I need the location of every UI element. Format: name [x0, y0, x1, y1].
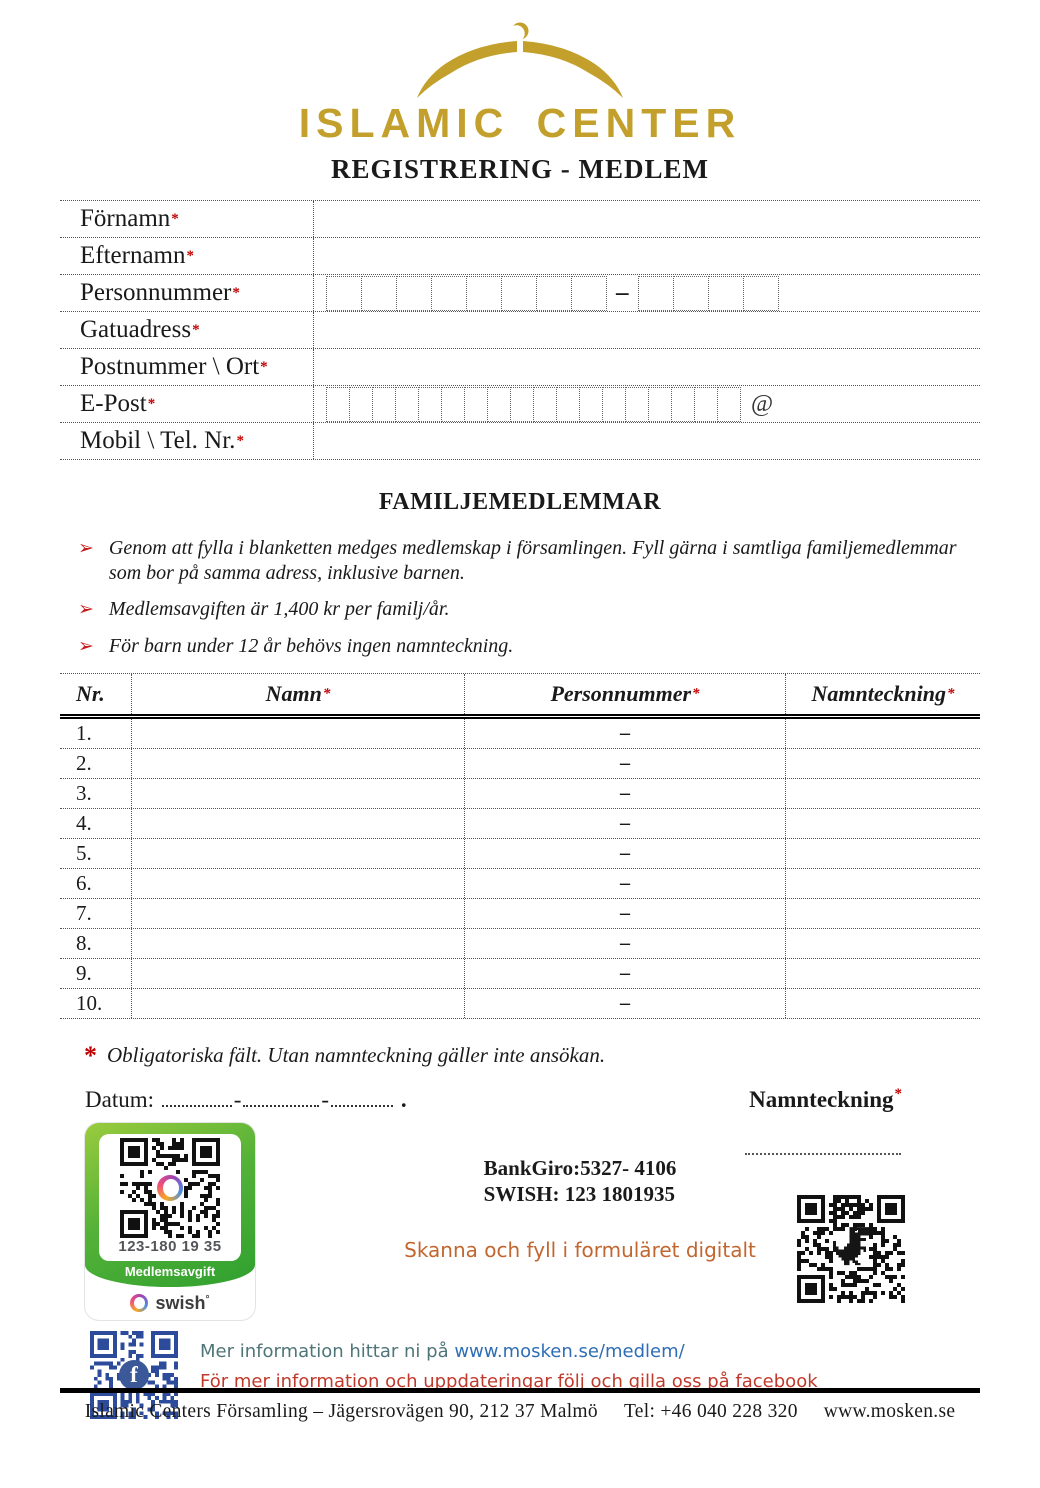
date-period: . — [400, 1086, 407, 1112]
facebook-f-icon: f — [119, 1360, 149, 1390]
form-row-e-post — [60, 386, 980, 423]
personnummer-dash: – — [620, 871, 630, 894]
footer — [60, 1401, 980, 1423]
qr-pattern — [120, 1138, 220, 1238]
digit-box — [396, 276, 432, 311]
digit-box — [708, 276, 744, 311]
footer-divider — [60, 1388, 980, 1393]
char-box — [510, 387, 534, 422]
member-personnummer-cell — [464, 779, 785, 808]
form-row-postnummer-ort — [60, 349, 980, 386]
member-personnummer-cell — [464, 809, 785, 838]
swish-swirl-icon — [157, 1175, 183, 1201]
member-signature-cell — [785, 989, 980, 1018]
signoff-row — [60, 1087, 980, 1113]
member-personnummer-cell — [464, 929, 785, 958]
signature-label — [749, 1087, 902, 1113]
personnummer-dash: – — [616, 279, 629, 307]
member-personnummer-cell — [464, 839, 785, 868]
member-row-number: 1. — [76, 720, 92, 745]
member-name-cell — [131, 749, 464, 778]
digit-box — [431, 276, 467, 311]
bullet-text: Genom att fylla i blanketten medges medlemskap i församlingen. Fyll gärna i samtliga familjemedlemmar som bor på samma adress, inklusive barnen. — [108, 537, 957, 585]
digit-box — [743, 276, 779, 311]
required-star: * — [84, 1040, 97, 1070]
footer-phone: Tel: +46 040 228 320 — [623, 1401, 798, 1422]
swish-wordmark-text: swish — [155, 1292, 206, 1313]
form-input-area-efternamn — [314, 238, 980, 274]
char-box — [326, 387, 350, 422]
member-name-cell — [131, 959, 464, 988]
member-row — [60, 899, 980, 929]
char-box — [533, 387, 557, 422]
char-box — [487, 387, 511, 422]
member-signature-cell — [785, 779, 980, 808]
signature-label-text: Namnteckning — [749, 1086, 894, 1112]
member-row — [60, 809, 980, 839]
personnummer-dash: – — [620, 781, 630, 804]
personnummer-dash: – — [620, 931, 630, 954]
member-row-number: 4. — [76, 810, 92, 835]
digit-box — [501, 276, 537, 311]
member-personnummer-cell — [464, 749, 785, 778]
required-note-text: Obligatoriska fält. Utan namnteckning gäller inte ansökan. — [107, 1042, 606, 1067]
date-sep: - — [321, 1086, 330, 1112]
date-blank-day — [331, 1093, 393, 1107]
column-header-text: Namnteckning — [811, 680, 946, 706]
brand-name: ISLAMIC CENTER — [298, 100, 742, 146]
personnummer-dash: – — [620, 961, 630, 984]
form-label-e-post: E-Post * — [60, 386, 314, 422]
form-label-text: Efternamn — [80, 242, 186, 270]
digit-box — [536, 276, 572, 311]
required-fields-note — [84, 1039, 980, 1069]
char-box — [349, 387, 373, 422]
swish-payment-card — [85, 1123, 255, 1320]
medlem-link[interactable]: www.mosken.se/medlem/ — [454, 1340, 685, 1362]
form-label-postnummer-ort: Postnummer \ Ort * — [60, 349, 314, 385]
char-box — [694, 387, 718, 422]
member-personnummer-cell — [464, 899, 785, 928]
char-box — [556, 387, 580, 422]
member-personnummer-cell — [464, 869, 785, 898]
form-input-area-e-post — [314, 386, 980, 422]
footer-address: Islamic Centers Församling – Jägersrovägen 90, 212 37 Malmö — [84, 1401, 598, 1422]
bank-details — [484, 1155, 677, 1208]
swish-qr-code — [120, 1138, 220, 1238]
form-input-area-personnummer — [314, 275, 980, 311]
personnummer-dash: – — [620, 811, 630, 834]
date-blank-month — [243, 1093, 319, 1107]
member-name-cell — [131, 989, 464, 1018]
facebook-f-icon — [119, 1360, 149, 1390]
facebook-line: För mer information och uppdateringar följ och gilla oss på facebook — [200, 1370, 818, 1392]
member-row — [60, 989, 980, 1019]
form-label-gatuadress: Gatuadress * — [60, 312, 314, 348]
member-row-number: 2. — [76, 750, 92, 775]
page-title: REGISTRERING - MEDLEM — [330, 154, 710, 185]
char-box — [395, 387, 419, 422]
swish-line: SWISH: 123 1801935 — [483, 1181, 675, 1206]
payment-info — [380, 1155, 780, 1263]
form-label-efternamn: Efternamn * — [60, 238, 314, 274]
form-label-text: Mobil \ Tel. Nr. — [80, 427, 236, 455]
form-row-gatuadress — [60, 312, 980, 349]
date-blank-year — [162, 1093, 232, 1107]
member-signature-cell — [785, 809, 980, 838]
bullet-item — [78, 536, 963, 586]
member-name-cell — [131, 839, 464, 868]
swish-wordmark — [155, 1293, 209, 1314]
form-label-f-rnamn: Förnamn * — [60, 201, 314, 237]
digit-box — [466, 276, 502, 311]
form-row-personnummer — [60, 275, 980, 312]
family-section-heading: FAMILJEMEDLEMMAR — [378, 489, 662, 516]
bankgiro-line: BankGiro:5327- 4106 — [483, 1155, 677, 1180]
column-header-personnummer: Personnummer * — [464, 674, 785, 714]
bullet-text: Medlemsavgiften är 1,400 kr per familj/år. — [108, 598, 450, 621]
form-label-text: Personnummer — [80, 279, 232, 307]
digital-form-qr-code — [797, 1195, 905, 1303]
swish-caption: Medlemsavgift — [124, 1263, 216, 1279]
personnummer-dash: – — [620, 751, 630, 774]
dino-icon — [833, 1227, 869, 1271]
char-box — [441, 387, 465, 422]
member-name-cell — [131, 809, 464, 838]
digit-box — [361, 276, 397, 311]
char-box — [418, 387, 442, 422]
char-box — [671, 387, 695, 422]
member-signature-cell — [785, 899, 980, 928]
personal-info-table — [60, 200, 980, 460]
swish-trademark: ° — [205, 1293, 210, 1305]
member-signature-cell — [785, 839, 980, 868]
swish-swirl-icon — [130, 1294, 148, 1312]
member-row-number: 8. — [76, 930, 92, 955]
member-row — [60, 779, 980, 809]
member-name-cell — [131, 929, 464, 958]
member-personnummer-cell — [464, 959, 785, 988]
family-members-table — [60, 673, 980, 1019]
member-signature-cell — [785, 929, 980, 958]
member-row — [60, 749, 980, 779]
personnummer-dash: – — [620, 901, 630, 924]
digit-box — [326, 276, 362, 311]
char-box — [625, 387, 649, 422]
digit-box — [673, 276, 709, 311]
members-table-header — [60, 674, 980, 719]
form-row-mobil-tel-nr — [60, 423, 980, 460]
personnummer-dash: – — [620, 721, 630, 744]
form-input-area-gatuadress — [314, 312, 980, 348]
column-header-namn: Namn * — [131, 674, 464, 714]
form-row-efternamn — [60, 238, 980, 275]
swish-card-green-panel — [85, 1123, 255, 1287]
signature-line — [745, 1153, 901, 1155]
column-header-text: Nr. — [76, 680, 105, 706]
char-box — [602, 387, 626, 422]
member-signature-cell — [785, 749, 980, 778]
form-row-f-rnamn — [60, 201, 980, 238]
member-row-number: 10. — [76, 990, 103, 1015]
member-row-number: 6. — [76, 870, 92, 895]
instruction-bullets — [78, 536, 980, 660]
digit-box — [638, 276, 674, 311]
qr-pattern — [797, 1195, 905, 1303]
member-row-number: 3. — [76, 780, 92, 805]
personnummer-dash: – — [620, 991, 630, 1014]
payment-section — [60, 1123, 980, 1323]
member-row — [60, 719, 980, 749]
column-header-text: Personnummer — [550, 680, 692, 706]
mosque-dome-crescent-icon — [395, 20, 645, 102]
char-box — [648, 387, 672, 422]
red-arrowhead-icon: ➢ — [78, 537, 94, 560]
form-label-text: Gatuadress — [80, 316, 192, 344]
required-asterisk: * — [894, 1086, 902, 1103]
form-input-area-f-rnamn — [314, 201, 980, 237]
digit-box — [571, 276, 607, 311]
column-header-text: Namn — [265, 680, 322, 706]
scan-instruction: Skanna och fyll i formuläret digitalt — [404, 1238, 756, 1263]
red-arrowhead-icon: ➢ — [78, 635, 94, 658]
member-name-cell — [131, 719, 464, 748]
member-name-cell — [131, 899, 464, 928]
member-signature-cell — [785, 869, 980, 898]
info-line — [200, 1341, 818, 1362]
date-field — [85, 1087, 407, 1113]
member-row-number: 5. — [76, 840, 92, 865]
member-personnummer-cell — [464, 989, 785, 1018]
form-input-area-mobil-tel-nr — [314, 423, 980, 459]
member-signature-cell — [785, 719, 980, 748]
footer-website[interactable]: www.mosken.se — [823, 1401, 956, 1422]
column-header-nr — [60, 681, 131, 707]
member-row-number: 7. — [76, 900, 92, 925]
personnummer-dash: – — [620, 841, 630, 864]
form-label-mobil-tel-nr: Mobil \ Tel. Nr. * — [60, 423, 314, 459]
member-row — [60, 869, 980, 899]
member-personnummer-cell — [464, 719, 785, 748]
form-label-text: Postnummer \ Ort — [80, 353, 260, 381]
member-row — [60, 959, 980, 989]
form-label-text: Förnamn — [80, 205, 171, 233]
bullet-item — [78, 597, 963, 623]
swish-number: 123-180 19 35 — [118, 1237, 222, 1255]
member-row — [60, 839, 980, 869]
column-header-namnteckning: Namnteckning * — [785, 674, 980, 714]
char-box — [372, 387, 396, 422]
member-name-cell — [131, 779, 464, 808]
member-row-number: 9. — [76, 960, 92, 985]
info-prefix: Mer information hittar ni på — [200, 1340, 455, 1362]
red-arrowhead-icon: ➢ — [78, 598, 94, 621]
member-signature-cell — [785, 959, 980, 988]
date-sep: - — [233, 1086, 242, 1112]
swish-brand-row — [85, 1293, 255, 1314]
date-label: Datum: — [85, 1086, 154, 1112]
char-box — [579, 387, 603, 422]
member-row — [60, 929, 980, 959]
form-label-personnummer: Personnummer * — [60, 275, 314, 311]
form-label-text: E-Post — [80, 390, 147, 418]
swish-swirl-icon — [157, 1175, 183, 1201]
header — [60, 0, 980, 185]
bullet-text: För barn under 12 år behövs ingen namnteckning. — [108, 635, 514, 658]
char-box — [717, 387, 741, 422]
char-box — [464, 387, 488, 422]
social-text — [200, 1341, 818, 1392]
form-input-area-postnummer-ort — [314, 349, 980, 385]
member-name-cell — [131, 869, 464, 898]
at-sign: @ — [751, 391, 774, 418]
bullet-item — [78, 634, 963, 660]
swish-card-inner — [99, 1134, 241, 1261]
